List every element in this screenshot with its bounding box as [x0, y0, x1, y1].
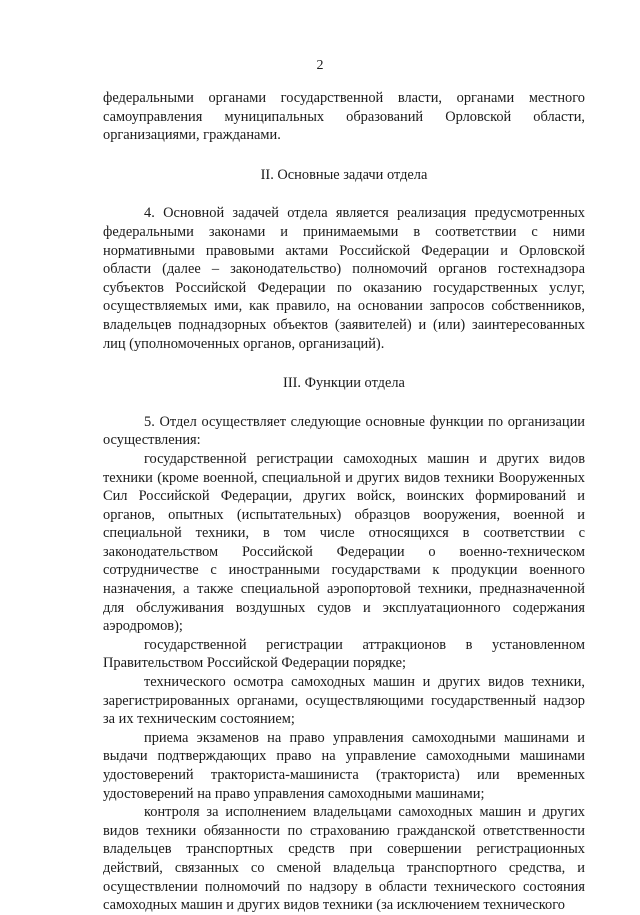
- section-3-lead-paragraph: 5. Отдел осуществляет следующие основные функции по организации осуществления:: [103, 413, 585, 449]
- function-item: контроля за исполнением владельцами самоходных машин и других видов техники обязанности по страхованию гражданской ответственности владельцев транспортных средств при совершении регистрационных действий, связанных со сменой владельца транспортного средства, и осуществлении полномочий по надзору в области технического состояния самоходных машин и других видов техники (за исключением технического: [103, 804, 585, 914]
- function-item: государственной регистрации самоходных машин и других видов техники (кроме военной, специальной и других видов техники Вооруженных Сил Российской Федерации, других войск, воинских формирований и органов, опытных (испытательных) образцов вооружения, военной и специальной техники, в том числе относящихся в соответствии с законодательством Российской Федерации о военно-техническом сотрудничестве с иностранными государствами к продукции военного назначения, а также специальной аэропортовой техники, предназначенной для обслуживания воздушных судов и эксплуатационного содержания аэродромов);: [103, 450, 585, 635]
- intro-paragraph: федеральными органами государственной власти, органами местного самоуправления муниципальных образований Орловской области, организациями, гражданами.: [103, 90, 585, 144]
- section-3-heading: III. Функции отдела: [283, 375, 405, 392]
- section-2-paragraph: 4. Основной задачей отдела является реализация предусмотренных федеральными законами и принимаемыми в соответствии с ними нормативными правовыми актами Российской Федерации и Орловской области (далее – законодательство) полномочий органов гостехнадзора субъектов Российской Федерации по оказанию государственных услуг, осуществляемых ими, как правило, на основании запросов собственников, владельцев поднадзорных объектов (заявителей) и (или) заинтересованных лиц (уполномоченных органов, организаций).: [103, 205, 585, 352]
- function-item: приема экзаменов на право управления самоходными машинами и выдачи подтверждающих право на управление самоходными машинами удостоверений тракториста-машиниста (тракториста) или временных удостоверений на право управления самоходными машинами;: [103, 729, 585, 802]
- page-number: 2: [316, 58, 324, 73]
- section-2-heading: II. Основные задачи отдела: [260, 166, 428, 183]
- document-body: [103, 89, 585, 915]
- function-item: технического осмотра самоходных машин и других видов техники, зарегистрированных органами, осуществляющими государственный надзор за их техническим состоянием;: [103, 674, 585, 728]
- function-item: государственной регистрации аттракционов в установленном Правительством Российской Федерации порядке;: [103, 636, 585, 672]
